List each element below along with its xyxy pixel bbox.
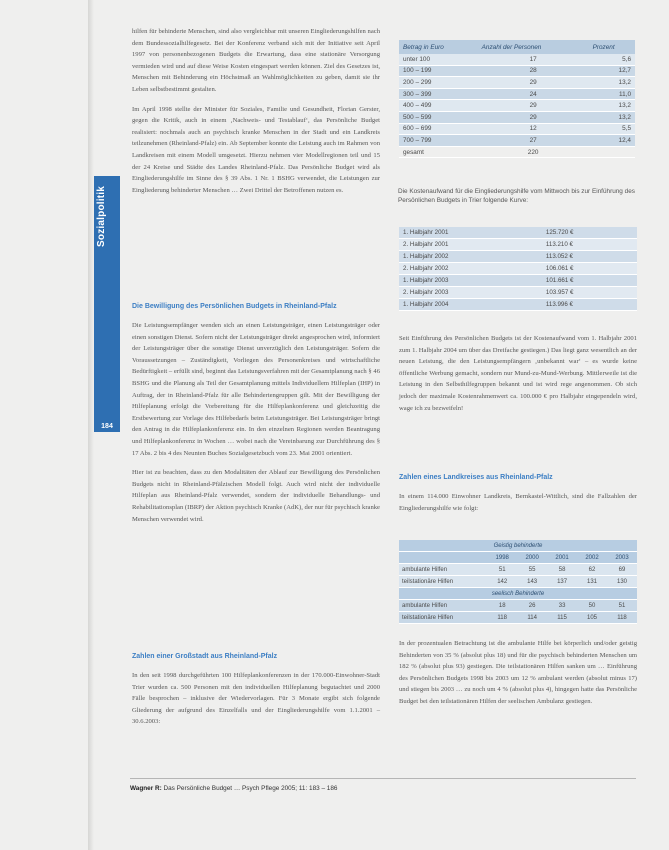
- budget-distribution-table: [399, 40, 635, 158]
- year-cell: 2002: [577, 552, 607, 564]
- table-cell: 143: [517, 576, 547, 588]
- table-row: [399, 123, 635, 135]
- table-row: [399, 612, 637, 624]
- table-cell: 33: [547, 600, 577, 612]
- table1-caption: Die Kostenaufwand für die Eingliederungshilfe vom Mittwoch bis zur Einführung des Persönlichen Budgets in Trier folgende Kurve:: [398, 188, 635, 204]
- table-cell: gesamt: [399, 146, 478, 158]
- table-cell: 118: [487, 612, 517, 624]
- table-cell: 12: [478, 123, 589, 135]
- year-cell: 2000: [517, 552, 547, 564]
- table-cell: ambulante Hilfen: [399, 564, 487, 576]
- year-cell: 2001: [547, 552, 577, 564]
- paragraph-3: Die Leistungsempfänger wenden sich an einen Leistungsträger, einen Leistungsträger oder einen sonstigen Dienst. Sofern nicht der Leistungsträger direkt angesprochen wird, informiert der Leistungsträger über die sonstige Dienst unverzüglich den Leistungsträger. Sofern die Voraussetzungen – Zuständigkeit, Vorliegen des Personenkreises und wirtschaftliche Bedürftigkeit – erfüllt sind, beginnt das Leistungsverfahren mit der Gesamtplanung nach § 46 BSHG und die Planung als Teil der Gesamtplanung mittels Individuellem Hilfeplan (IHP) in Auftrag, der in Rheinland-Pfalz für alle Behindertengruppen gilt. Mit der Bewilligung der Hilfeplanung erfolgt die Vorbereitung für die Hilfeplankonferenz und gleichzeitig die Erstbewertung zur Vorlage des Hilfebedarfs beim Leistungsträger. Bei Leistungsträger bringt den Antrag in die Hilfeplankonferenz ein. In den einzelnen Regionen werden Beantragung und Hilfeplankonferenz in Wochen … wobei nach die Vereinbarung zur Durchführung des § 17 Abs. 2 bis 4 des Neunten Buches Sozialgesetzbuch vom 23. Mai 2001 orientiert.: [132, 322, 380, 457]
- table-cell: 5,6: [589, 54, 635, 65]
- table-header-row: [399, 40, 635, 54]
- table-cell: 300 – 399: [399, 88, 478, 100]
- table-cell: unter 100: [399, 54, 478, 65]
- table-row: [399, 146, 635, 158]
- table-cell: 103.957 €: [542, 287, 637, 299]
- table-cell: ambulante Hilfen: [399, 600, 487, 612]
- table-row: [399, 263, 637, 275]
- table-cell: 2. Halbjahr 2003: [399, 287, 542, 299]
- table-cell: 13,2: [589, 77, 635, 89]
- table-cell: 29: [478, 77, 589, 89]
- table-row: [399, 239, 637, 251]
- table-cell: [589, 146, 635, 158]
- table-cell: 500 – 599: [399, 111, 478, 123]
- left-column: [132, 26, 380, 204]
- left-column-2: [132, 320, 380, 533]
- table-cell: 115: [547, 612, 577, 624]
- table-row: [399, 111, 635, 123]
- table-cell: 51: [607, 600, 637, 612]
- table-cell: 11,0: [589, 88, 635, 100]
- table-cell: 2. Halbjahr 2002: [399, 263, 542, 275]
- footer-rule: [130, 778, 636, 779]
- table-cell: 200 – 299: [399, 77, 478, 89]
- header-anzahl: Anzahl der Personen: [478, 40, 589, 54]
- footer: [130, 785, 337, 792]
- paragraph-4: Hier ist zu beachten, dass zu den Modalitäten der Ablauf zur Bewilligung des Persönlichen Budgets nicht in Rheinland-Pfälzischen Modell folgt. Auch wird nicht der individuelle Hilfeplan aus Rheinland-Pfalz verwendet, sondern der individuelle Behandlungs- und Rehabilitationsplan (IBRP) der Aktion psychisch Kranke (AdK), der nur für psychisch kranke Menschen verwendet wird.: [132, 469, 380, 523]
- header-prozent: Prozent: [589, 40, 635, 54]
- table-subheader: [399, 588, 637, 600]
- table-cell: 105: [577, 612, 607, 624]
- table-cell: 125.720 €: [542, 227, 637, 239]
- table-cell: 113.052 €: [542, 251, 637, 263]
- table-cell: 113.996 €: [542, 299, 637, 311]
- table-cell: 1. Halbjahr 2001: [399, 227, 542, 239]
- year-cell: 2003: [607, 552, 637, 564]
- table-cell: 55: [517, 564, 547, 576]
- intro-paragraph: hilfen für behinderte Menschen, sind also vergleichbar mit unseren Eingliederungshilfen nach dem Bundessozialhilfegesetz. Bei der Konferenz verband sich mit der Initiative seit April 1997 von personenbezogenen Budgets die Erwartung, dass eine stationäre Versorgung vermieden wird und auf diese Weise Kosten eingespart werden können. Ziel des Gesetzes ist, Menschen mit Behinderung ein Höchstmaß an Wahlmöglichkeiten zu geben, damit sie ihr Leben selbstbestimmt gestalten.: [132, 28, 380, 93]
- table-cell: 101.661 €: [542, 275, 637, 287]
- left-column-3: [132, 670, 380, 736]
- year-header-row: [399, 552, 637, 564]
- table-row: [399, 600, 637, 612]
- table-cell: 51: [487, 564, 517, 576]
- table-cell: 1. Halbjahr 2004: [399, 299, 542, 311]
- table-cell: 1. Halbjahr 2003: [399, 275, 542, 287]
- table-cell: teilstationäre Hilfen: [399, 612, 487, 624]
- table-cell: 24: [478, 88, 589, 100]
- heading-landkreis: Zahlen eines Landkreises aus Rheinland-Pfalz: [399, 474, 553, 481]
- table-row: [399, 576, 637, 588]
- landkreis-cases-table: [399, 540, 637, 624]
- cost-per-halfyear-table: [399, 227, 637, 311]
- right-column: [399, 333, 637, 422]
- table-row: [399, 227, 637, 239]
- subheader-seelisch: seelisch Behinderte: [399, 588, 637, 600]
- table-cell: 130: [607, 576, 637, 588]
- right-column-3: [399, 638, 637, 716]
- table-cell: 29: [478, 100, 589, 112]
- right-paragraph-2: In einem 114.000 Einwohner Landkreis, Bernkastel-Wittlich, sind die Fallzahlen der Eingliederungshilfe wie folgt:: [399, 493, 637, 512]
- table-cell: 13,2: [589, 111, 635, 123]
- paragraph-5: In den seit 1998 durchgeführten 100 Hilfeplankonferenzen in der 170.000-Einwohner-Stadt Trier wurden ca. 500 Personen mit den individuellen Hilfeplanung begutachtet und 2000 Fälle besprochen – inklusive der Wiedervorlagen. Für 3 Monate ergibt sich folgende Gliederung der aufgrund des Einzelfalls und der Eingliederungshilfe vom 1.1.2001 – 30.6.2003:: [132, 672, 380, 726]
- footer-citation: Das Persönliche Budget … Psych Pflege 2005; 11: 183 – 186: [163, 785, 338, 792]
- table-cell: 12,7: [589, 65, 635, 77]
- table-cell: 69: [607, 564, 637, 576]
- table-cell: 113.210 €: [542, 239, 637, 251]
- header-betrag: Betrag in Euro: [399, 40, 478, 54]
- table-row: [399, 65, 635, 77]
- table-cell: 700 – 799: [399, 135, 478, 147]
- table-row: [399, 299, 637, 311]
- section-label: Sozialpolitik: [96, 186, 107, 247]
- table-cell: 26: [517, 600, 547, 612]
- table-cell: 5,5: [589, 123, 635, 135]
- right-column-2: [399, 491, 637, 522]
- table-cell: 62: [577, 564, 607, 576]
- paragraph-2: Im April 1998 stellte der Minister für Soziales, Familie und Gesundheit, Florian Gerster, gegen die Kritik, auch in einem ‚Nachweis- und Testablauf‘, das Persönliche Budget realisiert: nochmals auch an psychisch kranke Menschen in der Stadt und ein Landkreis teilzunehmen (Rheinland-Pfalz) ein. Ab September konnte die Leistung auch im Rahmen von Landkreisen mit einem Modell umgesetzt. Hierzu nehmen vier Modellregionen teil und 15 der 24 Kreise und Städte des Landes Rheinland-Pfalz. Das Persönliche Budget wird als Eingliederungshilfe im Sinne des § 39 Abs. 1 Nr. 1 BSHG verwendet, die Leistungen zur Eingliederung behinderter Menschen … Zwei Drittel der Betroffenen nutzen es.: [132, 105, 380, 194]
- table-cell: 17: [478, 54, 589, 65]
- table-cell: 1. Halbjahr 2002: [399, 251, 542, 263]
- table-cell: 28: [478, 65, 589, 77]
- table-cell: 220: [478, 146, 589, 158]
- page-number: 184: [101, 423, 113, 430]
- heading-bewilligung: Die Bewilligung des Persönlichen Budgets in Rheinland-Pfalz: [132, 303, 337, 310]
- table-cell: 400 – 499: [399, 100, 478, 112]
- table-row: [399, 135, 635, 147]
- table-cell: 100 – 199: [399, 65, 478, 77]
- table-cell: 27: [478, 135, 589, 147]
- table-cell: 106.061 €: [542, 263, 637, 275]
- table-cell: 600 – 699: [399, 123, 478, 135]
- table-row: [399, 77, 635, 89]
- table-row: [399, 564, 637, 576]
- table-row: [399, 287, 637, 299]
- table-cell: 2. Halbjahr 2001: [399, 239, 542, 251]
- right-paragraph-3: In der prozentualen Betrachtung ist die ambulante Hilfe bei körperlich und/oder geistig Behinderten von 35 % (absolut plus 18) und für die psychisch behinderten Menschen um 182 % (absolut plus 93) gestiegen. Die teilstationären Hilfen sanken um … Einführung des Persönlichen Budgets 1998 bis 2003 um 12 % ambulant werden (absolut minus 17) und stiegen bis 2003 … zu noch um 4 % (absolut plus 4), hingegen hatte das Persönliche Budget bei den teilstationären Hilfen der seelischen Ambulanz gestiegen.: [399, 640, 637, 705]
- heading-grossstadt: Zahlen einer Großstadt aus Rheinland-Pfalz: [132, 653, 278, 660]
- table-cell: 114: [517, 612, 547, 624]
- year-cell: 1998: [487, 552, 517, 564]
- table-cell: 29: [478, 111, 589, 123]
- table-cell: 137: [547, 576, 577, 588]
- table-row: [399, 54, 635, 65]
- table-cell: 12,4: [589, 135, 635, 147]
- table-subheader: [399, 540, 637, 552]
- table-cell: 118: [607, 612, 637, 624]
- table-cell: 131: [577, 576, 607, 588]
- table-cell: 58: [547, 564, 577, 576]
- table-cell: 50: [577, 600, 607, 612]
- year-header-empty: [399, 552, 487, 564]
- table-row: [399, 251, 637, 263]
- table-row: [399, 100, 635, 112]
- right-paragraph-1: Seit Einführung des Persönlichen Budgets ist der Kostenaufwand vom 1. Halbjahr 2001 zum 1. Halbjahr 2004 um über das Dreifache gestiegen.) Das liegt ganz wesentlich an der neuen Leistung, die den Leistungsempfängern ‚unbekannt war‘ – es wurde keine öffentliche Werbung gemacht, sondern nur Mund-zu-Mund-Werbung. Mittlerweile ist die Leistung in den Selbsthilfegruppen bekannt und ist wird rege angenommen. Ob sich jedoch der maximale Kostenrahmenwert ca. 100.000 € pro Halbjahr eingependeln wird, wage ich zu bezweifeln!: [399, 335, 637, 412]
- table-row: [399, 88, 635, 100]
- subheader-geistig: Geistig behinderte: [399, 540, 637, 552]
- table-cell: 142: [487, 576, 517, 588]
- table-cell: teilstationäre Hilfen: [399, 576, 487, 588]
- footer-author: Wagner R:: [130, 785, 162, 792]
- table-cell: 13,2: [589, 100, 635, 112]
- table-cell: 18: [487, 600, 517, 612]
- table-row: [399, 275, 637, 287]
